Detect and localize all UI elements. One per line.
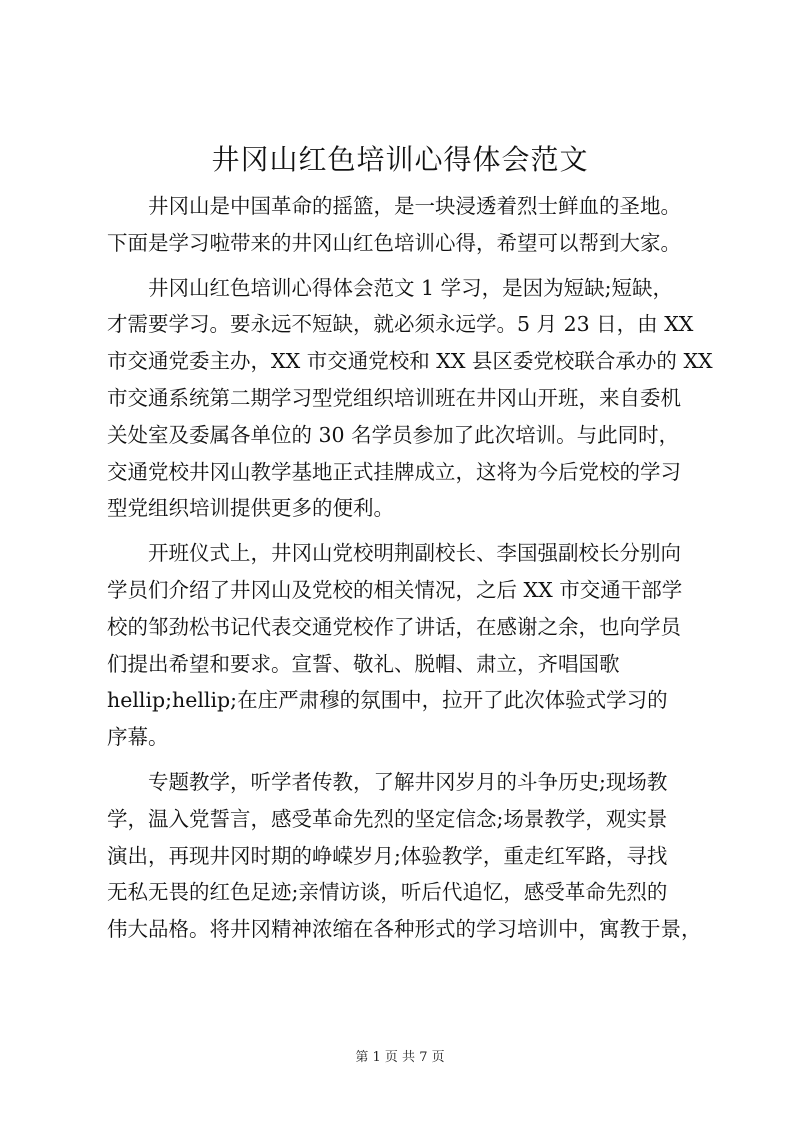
- text-line: 市交通党委主办，XX 市交通党校和 XX 县区委党校联合承办的 XX: [107, 349, 713, 374]
- text-line: 开班仪式上，井冈山党校明荆副校长、李国强副校长分别向: [148, 541, 681, 566]
- text-line: 学，温入党誓言，感受革命先烈的坚定信念;场景教学，观实景: [107, 806, 668, 831]
- paragraph-gap: [107, 262, 703, 270]
- paragraph: [107, 270, 713, 528]
- paragraph: [107, 764, 703, 948]
- text-line: 才需要学习。要永远不短缺，就必须永远学。5 月 23 日，由 XX: [107, 312, 694, 337]
- document-title: 井冈山红色培训心得体会范文: [211, 143, 589, 176]
- paragraph: [107, 188, 703, 262]
- text-line: 井冈山红色培训心得体会范文 1 学习，是因为短缺;短缺，: [148, 275, 673, 300]
- text-line: 市交通系统第二期学习型党组织培训班在井冈山开班，来自委机: [107, 385, 681, 410]
- text-line: 交通党校井冈山教学基地正式挂牌成立，这将为今后党校的学习: [107, 459, 681, 484]
- text-line: 下面是学习啦带来的井冈山红色培训心得，希望可以帮到大家。: [107, 230, 681, 255]
- text-line: 无私无畏的红色足迹;亲情访谈，听后代追忆，感受革命先烈的: [107, 880, 668, 905]
- text-line: 学员们介绍了井冈山及党校的相关情况，之后 XX 市交通干部学: [107, 577, 683, 602]
- paragraph-gap: [107, 756, 703, 764]
- text-line: 型党组织培训提供更多的便利。: [107, 496, 394, 521]
- text-line: 演出，再现井冈时期的峥嵘岁月;体验教学，重走红军路，寻找: [107, 843, 668, 868]
- text-line: 们提出希望和要求。宣誓、敬礼、脱帽、肃立，齐唱国歌: [107, 651, 620, 676]
- page-footer: 第 1 页 共 7 页: [355, 1050, 445, 1065]
- document-body: [107, 188, 713, 948]
- text-line: 校的邹劲松书记代表交通党校作了讲话，在感谢之余，也向学员: [107, 614, 681, 639]
- text-line: 序幕。: [107, 725, 169, 750]
- text-line: 专题教学，听学者传教，了解井冈岁月的斗争历史;现场教: [148, 769, 668, 794]
- text-line: 伟大品格。将井冈精神浓缩在各种形式的学习培训中，寓教于景，: [107, 917, 702, 942]
- text-line: 关处室及委属各单位的 30 名学员参加了此次培训。与此同时，: [107, 422, 680, 447]
- paragraph: [107, 535, 703, 756]
- text-line: hellip;hellip;在庄严肃穆的氛围中，拉开了此次体验式学习的: [107, 688, 668, 713]
- text-line: 井冈山是中国革命的摇篮，是一块浸透着烈士鲜血的圣地。: [148, 194, 681, 218]
- paragraph-gap: [107, 527, 703, 535]
